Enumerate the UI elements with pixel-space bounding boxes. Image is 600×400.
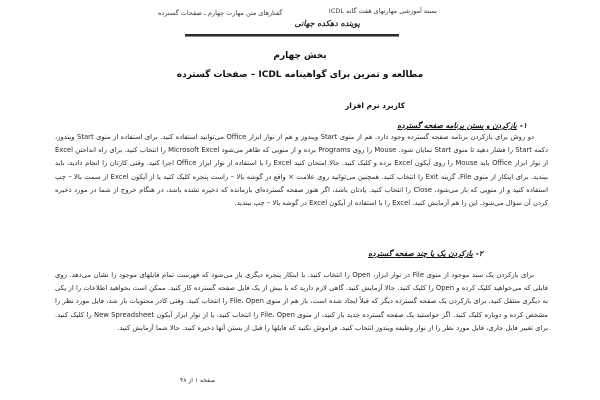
item-1-label: بازکردن و بستن برنامه صفحه گسترده xyxy=(397,121,517,130)
item-1-heading xyxy=(397,121,527,130)
header-chapter-title: گفتارهای متن مهارت چهارم ـ صفحات گسترده xyxy=(158,9,283,17)
header-publisher: پوینده دهکده جهانی xyxy=(294,18,360,28)
header-course-title: بسته آموزشی مهارتهای هفت گانه ICDL xyxy=(328,7,437,15)
section-heading-software-use: کاربرد نرم افزار xyxy=(344,101,405,110)
item-2-label: بازکردن یک یا چند صفحه گسترده xyxy=(368,249,473,258)
item-2-number: ۲- xyxy=(475,249,483,258)
header-divider xyxy=(185,34,399,37)
page-number: صفحه ۱ از ۴۸ xyxy=(180,377,216,384)
item-1-number: ۱- xyxy=(519,121,527,130)
item-2-body: برای بازکردن یک سند موجود از منوی File در نوار ابزار، Open را انتخاب کنید. با اینکار پنجره دیگری باز می‌شود که فهرست تمام فایلهای موجود را نشان می‌دهد. روی فایلی که می‌خواهید کلیک کرده و Open را کلیک کنید. حالا آزمایش کنید. گاهی لازم دارید که با بیش از یک فایل صفحه گسترده کار کنید. ممکن است بخواهید اطلاعات را از یکی به دیگری منتقل کنید. برای بازکردن یک صفحه گسترده دیگر که قبلاً ایجاد شده است، باز هم از منوی File، Open را انتخاب کنید. وقتی کادر محتویات باز شد، فایل مورد نظر را مشخص کرده و دوباره کلیک کنید. اگر خواستید یک صفحه گسترده جدید باز کنید، از منوی File، Open را انتخاب کنید، یا از نوار ابزار آیکون New Spreadsheet را کلیک کنید. برای تغییر فایل جاری، فایل مورد نظر را از نوار وظیفه ویندوز انتخاب کنید. فراموش نکنید که فایلها را قبل از بستن آنها ذخیره کنید. حالا شما آزمایش کنید. xyxy=(55,271,548,332)
document-title: مطالعه و تمرین برای گواهینامه ICDL – صفحات گسترده xyxy=(176,70,424,80)
item-2-heading xyxy=(368,249,483,258)
part-title: بخش چهارم xyxy=(273,51,327,61)
item-1-body: دو روش برای بازکردن برنامه صفحه گسترده وجود دارد. هم از منوی Start ویندوز و هم از نوار ابزار Office می‌توانید استفاده کنید. برای استفاده از منوی Start ویندوز، دکمه Start را فشار دهید تا منوی Start نمایان شود. Mouse را روی Programs برده و از منویی که ظاهر می‌شود Microsoft Excel را انتخاب کنید. برای راه انداختن Excel از نوار ابزار Office باید Mouse را روی آیکون Excel برده و کلیک کنید. حالا امتحان کنید Excel را با استفاده از نوار ابزار Office اجرا کنید. وقتی کارتان را انجام دادید، باید ببندید. برای اینکار از منوی File، گزینه Exit را انتخاب کنید. همچنین می‌توانید روی علامت × واقع در گوشه بالا – راست پنجره کلیک کنید یا از آیکون Excel از سمت بالا – چپ استفاده کنید و از منویی که باز می‌شود، Close را انتخاب کنید. یادتان باشد، اگر هنوز صفحه گسترده‌ای بازمانده که ذخیره نشده باشد، در هنگام خروج از شما در مورد ذخیره کردن آن سؤال می‌شود. این را هم آزمایش کنید. Excel را با استفاده از آیکون Excel در گوشه بالا – چپ ببندید. xyxy=(55,133,548,208)
